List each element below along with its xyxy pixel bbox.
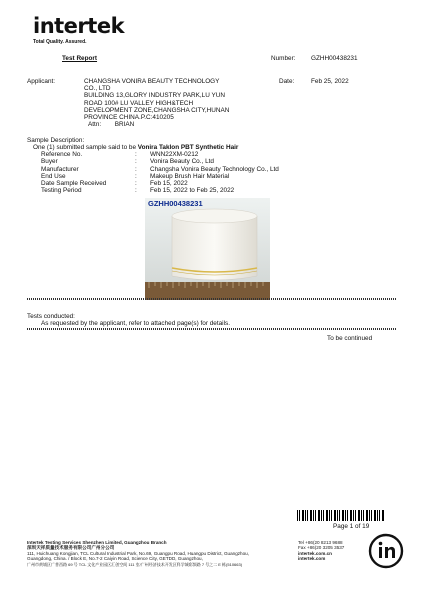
applicant-line: ROAD 100# LU VALLEY HIGH&TECH [84, 99, 194, 107]
footer-web: intertek.com [298, 556, 326, 562]
applicant-label: Applicant: [27, 78, 56, 85]
field-key: Date Sample Received [41, 180, 107, 187]
applicant-line: DEVELOPMENT ZONE,CHANGSHA CITY,HUNAN [84, 106, 230, 114]
applicant-line: PROVINCE CHINA.P.C:410205 [84, 114, 174, 122]
field-value: Feb 15, 2022 to Feb 25, 2022 [150, 187, 235, 194]
continued-note: To be continued [327, 335, 373, 342]
field-value: Changsha Vonira Beauty Technology Co., Ltd [150, 166, 279, 173]
field-key: Buyer [41, 158, 58, 165]
field-key: Reference No. [41, 151, 83, 158]
footer-web-cn: intertek.com.cn [298, 550, 332, 556]
sample-photo-illustration [145, 198, 270, 300]
attn-row [84, 121, 229, 128]
field-value: Vonira Beauty Co., Ltd [150, 158, 214, 165]
field-value: WNN22XM-0212 [150, 151, 199, 158]
footer-address2: Guangdong, China. / Block E, No.7-2 Caiyin Road, Science City, GETDD, Guangzhou, [27, 556, 203, 562]
field-colon: : [135, 180, 137, 187]
field-key: Manufacturer [41, 166, 79, 173]
date-label: Date: [279, 78, 295, 85]
footer-fax: Fax +86(20 3205 3537 [298, 545, 345, 551]
applicant-line: BUILDING 13,GLORY INDUSTRY PARK,LU YUN [84, 92, 225, 100]
attn-name: BRIAN [114, 121, 135, 129]
report-number: GZHH00438231 [311, 55, 358, 62]
intertek-emblem-icon [368, 533, 404, 569]
logo-tagline: Total Quality. Assured. [33, 39, 87, 45]
applicant-address [84, 78, 229, 128]
sample-heading: Sample Description: [27, 137, 85, 144]
barcode [297, 510, 384, 521]
sample-photo [145, 198, 270, 300]
footer-company-cn: 深圳天祥质量技术服务有限公司广州分公司 [27, 545, 115, 551]
field-colon: : [135, 166, 137, 173]
report-title: Test Report [62, 55, 98, 62]
applicant-line: CHANGSHA VONIRA BEAUTY TECHNOLOGY [84, 78, 220, 85]
separator-line [27, 328, 396, 330]
field-key: End Use [41, 173, 66, 180]
field-value: Feb 15, 2022 [150, 180, 188, 187]
intertek-logo: intertek [33, 14, 125, 38]
footer-contact [298, 540, 344, 562]
field-colon: : [135, 173, 137, 180]
field-colon: : [135, 187, 137, 194]
footer-tel: Tel +86(20 8213 9688 [298, 540, 343, 545]
footer-address: 111, Huichuang Kongjian, TCL Cultural Industrial Park, No.69, Guangpu Road, Huangpu District, Guangzhou, [27, 550, 249, 556]
sample-name: Vonira Taklon PBT Synthetic Hair [137, 144, 239, 151]
attn-label: Attn: [88, 121, 102, 129]
number-label: Number: [271, 55, 296, 62]
report-date: Feb 25, 2022 [311, 78, 349, 85]
field-value: Makeup Brush Hair Material [150, 173, 230, 180]
tests-heading: Tests conducted: [27, 313, 75, 320]
footer-company: Intertek Testing Services Shenzhen Limited, Guangzhou Branch [27, 540, 167, 545]
separator-line [27, 298, 396, 300]
field-colon: : [135, 158, 137, 165]
footer-address-cn: 广州市黄埔区广普西路 69 号 TCL 文化产业园区汇创空间 111 室/广州经济技术开发区科学城彩频路 7 号之二 E 栋(510663) [27, 561, 243, 567]
footer-company-block [27, 540, 297, 567]
tests-text: As requested by the applicant, refer to attached page(s) for details. [41, 320, 230, 327]
photo-label: GZHH00438231 [148, 199, 203, 208]
applicant-line: CO., LTD [84, 85, 111, 93]
field-key: Testing Period [41, 187, 82, 194]
page-indicator: Page 1 of 19 [333, 523, 370, 530]
field-colon: : [135, 151, 137, 158]
sample-intro: One (1) submitted sample said to be [33, 144, 137, 151]
